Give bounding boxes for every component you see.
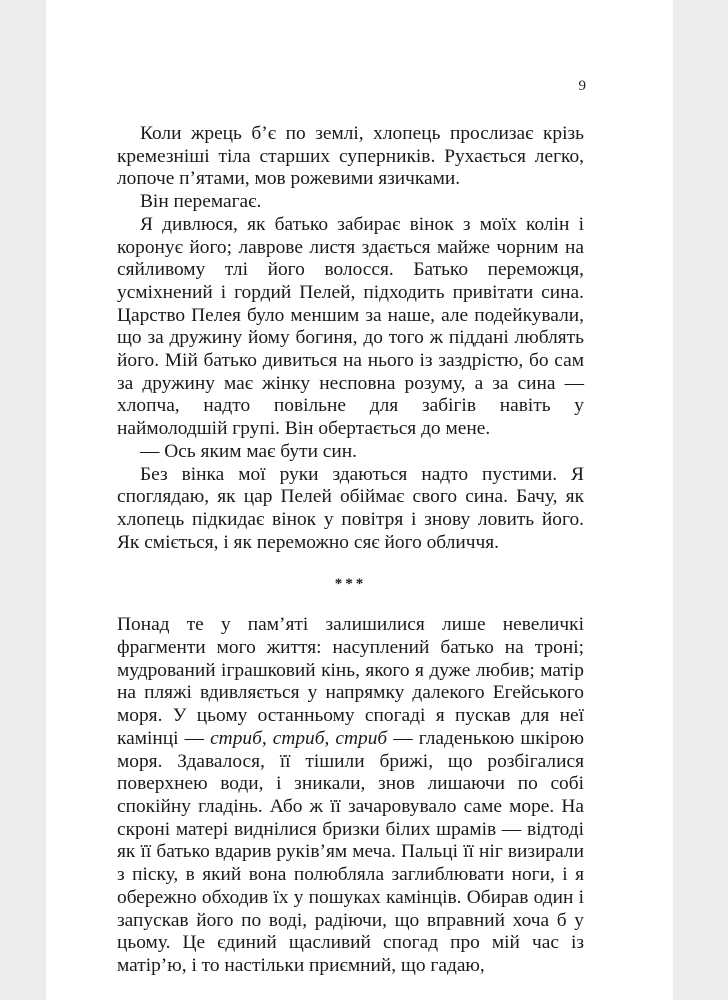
paragraph: Коли жрець б’є по землі, хлопець прослизає крізь кремезніші тіла старших суперників. Рухається легко, лопоче п’ятами, мов рожевими язичками. bbox=[117, 123, 584, 190]
body-text bbox=[117, 123, 584, 978]
section-separator: *** bbox=[334, 576, 367, 593]
paragraph: Він перемагає. bbox=[140, 191, 262, 213]
paragraph: Я дивлюся, як батько забирає вінок з моїх колін і коронує його; лаврове листя здається майже чорним на сяйливому тлі його волосся. Батько переможця, усміхнений і гордий Пелей, підходить привітати сина. Царство Пелея було меншим за наше, але подейкували, що за дружину йому богиня, до того ж піддані люблять його. Мій батько дивиться на нього із заздрістю, бо сам за дружину має жінку несповна розуму, а за сина — хлопча, надто повільне для забігів навіть у наймолодшій групі. Він обертається до мене. bbox=[117, 213, 584, 440]
paragraph-text: Понад те у пам’яті залишилися лише невеличкі фрагменти мого життя: насуплений батько на троні; мудрований іграшковий кінь, якого я дуже любив; матір на пляжі вдивляється у напрямку далекого Егейського моря. У цьому останньому спогаді я пускав для неї камінці — bbox=[117, 614, 584, 749]
paragraph bbox=[117, 614, 584, 977]
paragraph-text: — гладенькою шкірою моря. Здавалося, її тішили брижі, що розбігалися поверхнею води, і зникали, знов лишаючи по собі спокійну гладінь. Або ж її зачаровувало саме море. На скроні матері виднілися бризки білих шрамів — відтоді як її батько вдарив руків’ям меча. Пальці її ніг визирали з піску, в який вона полюбляла заглиблювати ноги, і я обережно обходив їх у пошуках камінців. Обирав один і запускав його по воді, радіючи, що вправний хоча б у цьому. Це єдиний щасливий спогад про мій час із матір’ю, і то настільки приємний, що гадаю, bbox=[117, 727, 584, 976]
italic-phrase: стриб, стриб, стриб bbox=[210, 727, 388, 749]
paragraph: Без вінка мої руки здаються надто пустими. Я споглядаю, як цар Пелей обіймає свого сина. Бачу, як хлопець підкидає вінок у повітря і знову ловить його. Як сміється, і як переможно сяє його обличчя. bbox=[117, 463, 584, 553]
page-number: 9 bbox=[578, 78, 586, 94]
book-page bbox=[46, 0, 673, 1000]
dialogue-line: — Ось яким має бути син. bbox=[140, 440, 358, 462]
